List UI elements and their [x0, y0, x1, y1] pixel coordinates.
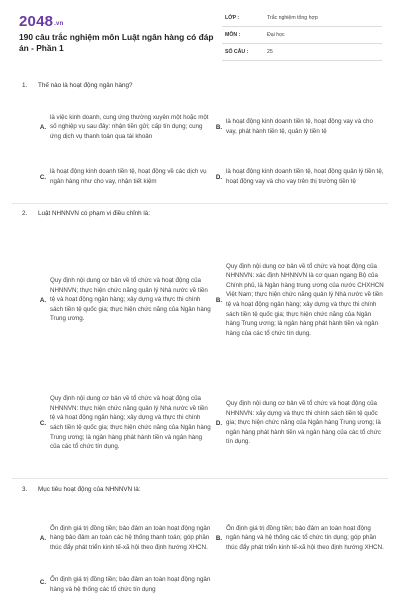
option-letter: A. — [39, 123, 47, 131]
option-text: là hoạt động kinh doanh tiền tệ, hoạt động vay và cho vay, phát hành tiền tệ, quản lý tiền tệ — [226, 118, 373, 135]
meta-value: 25 — [267, 49, 273, 55]
meta-label: LỚP : — [225, 15, 240, 21]
meta-subject-row — [222, 27, 382, 44]
option-text: Quy định nội dung cơ bản về tổ chức và hoạt động của NHNNVN; thực hiện chức năng quản lý Nhà nước về tiền tệ và hoạt động ngân hàng; xây dựng và thực thi chính sách tiền tệ quốc gia; thực hiện chức năng của Ngân hàng Trung ương. — [50, 276, 211, 323]
option-letter: C. — [39, 173, 47, 181]
option-text: Ổn định giá trị đồng tiền; bảo đảm an toàn hoạt động ngân hàng và hệ thống các tổ chức tín dụng — [50, 576, 211, 593]
option-b[interactable] — [212, 232, 384, 368]
question-text: Luật NHNNVN có phạm vi điều chỉnh là: — [38, 210, 150, 217]
option-text: Ổn định giá trị đồng tiền; bảo đảm an toàn hoạt động ngân hàng bảo đảm an toàn các hệ thống thanh toán; góp phần thúc đẩy phát triển kinh tế-xã hội theo định hướng XHCN. — [50, 524, 211, 551]
question-divider — [12, 203, 388, 204]
option-b[interactable] — [212, 104, 384, 150]
option-text: Quy định nội dung cơ bản về tổ chức và hoạt động của NHNNVN: xây dựng và thực thi chính sách tiền tệ quốc gia; thực hiện chức năng của Ngân hàng Trung ương; là ngân hàng phát hành tiền và ngân hàng của các tổ chức tín dụng. — [226, 399, 381, 446]
option-d[interactable] — [212, 376, 384, 470]
question-heading — [22, 82, 133, 89]
question-number: 3. — [22, 486, 28, 493]
option-c[interactable] — [36, 376, 212, 470]
meta-value: Trắc nghiệm tổng hợp — [267, 15, 318, 21]
question-number: 2. — [22, 210, 28, 217]
option-letter: D. — [215, 419, 223, 427]
page-title: 190 câu trắc nghiệm môn Luật ngân hàng có đáp án - Phần 1 — [19, 32, 214, 54]
meta-count-row — [222, 44, 382, 61]
option-b[interactable] — [212, 506, 384, 570]
meta-label: SỐ CÂU : — [225, 49, 249, 55]
option-letter: A. — [39, 296, 47, 304]
option-letter: C. — [39, 579, 47, 586]
question-heading — [22, 486, 141, 493]
option-text: là việc kinh doanh, cung ứng thường xuyên một hoặc một số nghiệp vụ sau đây: nhận tiền gửi; cấp tín dụng; cung ứng dịch vụ thanh toán qua tài khoản — [50, 113, 209, 140]
meta-class-row — [222, 10, 382, 27]
option-a[interactable] — [36, 104, 212, 150]
question-divider — [12, 478, 388, 479]
option-letter: B. — [215, 123, 223, 131]
meta-label: MÔN : — [225, 32, 241, 38]
question-text: Thế nào là hoạt động ngân hàng? — [38, 82, 133, 89]
option-text: Quy định nội dung cơ bản về tổ chức và hoạt động của NHNNVN: thực hiện chức năng quản lý Nhà nước về tiền tệ và hoạt động ngân hàng; xây dựng và thực thi chính sách tiền tệ quốc gia; thực hiện chức năng của Ngân hàng Trung ương; là ngân hàng phát hành tiền và ngân hàng của các tổ chức tín dụng. — [50, 395, 211, 451]
option-c[interactable] — [36, 575, 212, 615]
option-text: Quy định nội dung cơ bản về tổ chức và hoạt động của NHNNVN: xác định NHNNVN là cơ quan ngang Bộ của Chính phủ, là Ngân hàng trung ương của nước CHXHCN Việt Nam; thực hiện chức năng quản lý Nhà nước về tiền tệ và hoạt động ngân hàng; xây dựng và thực thi chính sách tiền tệ quốc gia; thực hiện chức năng của Ngân hàng Trung ương; là ngân hàng phát hành tiền và ngân hàng của các tổ chức tín dụng. — [226, 262, 384, 337]
option-letter: B. — [215, 296, 223, 304]
option-a[interactable] — [36, 506, 212, 570]
meta-value: Đại học — [267, 32, 285, 38]
logo-suffix: .vn — [54, 21, 64, 27]
question-heading — [22, 210, 150, 217]
option-letter: A. — [39, 534, 47, 542]
option-letter: B. — [215, 534, 223, 542]
option-text: Ổn định giá trị đồng tiền; bảo đảm an toàn hoạt động ngân hàng và hệ thống các tổ chức tín dụng; góp phần thúc đẩy phát triển kinh tế-xã hội theo định hướng XHCN. — [226, 524, 384, 551]
option-a[interactable] — [36, 232, 212, 368]
option-d[interactable] — [212, 158, 384, 196]
document-meta — [222, 10, 382, 61]
option-letter: D. — [215, 173, 223, 181]
logo-text: 2048 — [19, 13, 54, 30]
site-logo[interactable] — [19, 13, 63, 30]
option-letter: C. — [39, 419, 47, 427]
option-text: là hoạt động kinh doanh tiền tệ, hoạt động về các dịch vụ ngân hàng như cho vay, nhận tiết kiệm — [50, 168, 207, 185]
question-text: Mục tiêu hoạt động của NHNNVN là: — [38, 486, 141, 493]
option-c[interactable] — [36, 158, 212, 196]
question-number: 1. — [22, 82, 28, 89]
option-text: là hoạt động kinh doanh tiền tệ, hoạt động quản lý tiền tệ, hoạt động vay và cho vay trên thị trường tiền tệ — [226, 168, 384, 185]
document-header — [0, 0, 400, 82]
